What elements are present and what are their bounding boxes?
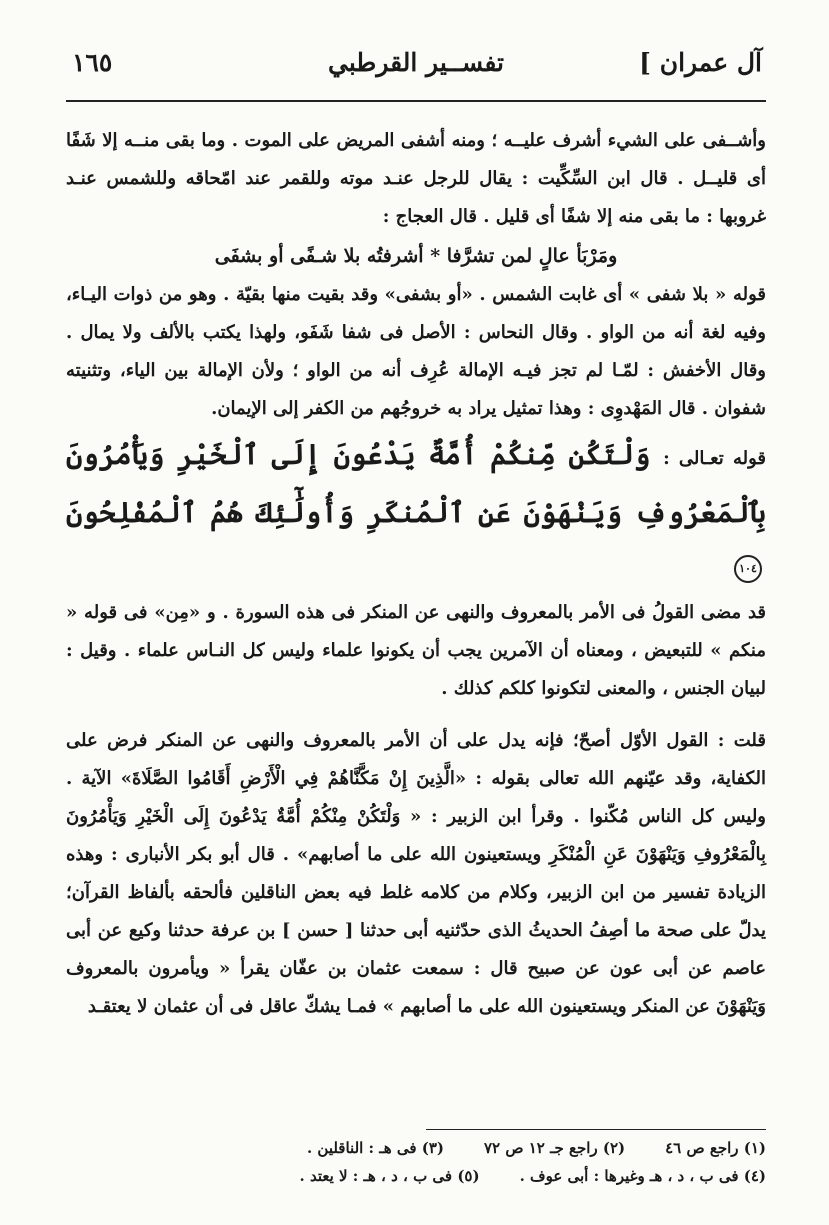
book-page <box>66 40 766 1190</box>
page-header <box>66 40 766 102</box>
paragraph-2: قوله « بلا شفى » أى غابت الشمس . «أو بشفى» وقد بقيت منها بقيّة . وهو من ذوات اليـاء، وفيه لغة أنه من الواو . وقال النحاس : الأصل فى شفا شَفَو، ولهذا يكتب بالألف ولا يمال . وقال الأخفش : لمّـا لم تجز فيـه الإمالة عُرِف أنه من الواو ؛ ولأن الإمالة بين الياء، وتثنيته شفوان . قال المَهْدوِى : وهذا تمثيل يراد به خروجُهم من الكفر إلى الإيمان. <box>66 284 766 419</box>
footnote-2: (٢) راجع جـ ١٢ ص ٧٢ <box>484 1139 626 1157</box>
quran-text: وَلْتَكُن مِّنكُمْ أُمَّةٌ يَدْعُونَ إِلَى ٱلْخَيْرِ وَيَأْمُرُونَ بِٱلْمَعْرُوفِ وَيَنْهَوْنَ عَنِ ٱلْمُنكَرِ وَأُولَٰٓئِكَ هُمُ ٱلْمُفْلِحُونَ <box>66 438 766 529</box>
quran-lead: قوله تعـالى : <box>663 448 766 469</box>
footnote-3: (٣) فى هـ : الناقلين . <box>306 1139 444 1157</box>
footnote-row-1 <box>66 1134 766 1162</box>
ayah-number-mark: ١٠٤ <box>734 555 762 583</box>
paragraph-4: قلت : القول الأوّل أصحّ؛ فإنه يدل على أن الأمر بالمعروف والنهى عن المنكر فرض على الكفاية، وقد عيّنهم الله تعالى بقوله : «الَّذِينَ إِنْ مَكَّنَّاهُمْ فِي الْأَرْضِ أَقَامُوا الصَّلَاةَ» الآية . وليس كل الناس مُكّنوا . وقرأ ابن الزبير : « وَلْتَكُنْ مِنْكُمْ أُمَّةٌ يَدْعُونَ إِلَى الْخَيْرِ وَيَأْمُرُونَ بِالْمَعْرُوفِ وَيَنْهَوْنَ عَنِ الْمُنْكَرِ ويستعينون الله على ما أصابهم» . قال أبو بكر الأنبارى : وهذه الزيادة تفسير من ابن الزبير، وكلام من كلامه غلط فيه بعض الناقلين فألحقه بألفاظ القرآن؛ يدلّ على صحة ما أصِفُ الحديثُ الذى حدّثنيه أبى حدثنا [ حسن ] بن عرفة حدثنا وكيع عن أبى عاصم عن أبى عون عن صبيح قال : سمعت عثمان بن عفّان يقرأ « ويأمرون بالمعروف وَيَنْهَوْنَ عن المنكر ويستعينون الله على ما أصابهم » فمـا يشكّ عاقل فى أن عثمان لا يعتقـد <box>66 730 767 1017</box>
paragraph-1: وأشــفى على الشيء أشرف عليــه ؛ ومنه أشفى المريض على الموت . وما بقى منــه إلا شَفًا أى قليــل . قال ابن السِّكِّيت : يقال للرجل عنـد موته وللقمر عند امّحاقه وللشمس عنـد غروبها : ما بقى منه إلا شفًا أى قليل . قال العجاج : <box>66 130 766 227</box>
footnote-1: (١) راجع ص ٤٦ <box>665 1139 766 1157</box>
footnote-5: (٥) فى ب ، د ، هـ : لا يعتد . <box>299 1167 480 1185</box>
page-body <box>66 122 766 1026</box>
poem-verse: ومَرْبَأ عالٍ لمن تشرَّفا * أشرفتُه بلا شـفًى أو بشفَى <box>214 245 618 267</box>
quran-verse <box>66 428 766 594</box>
paragraph-3: قد مضى القولُ فى الأمر بالمعروف والنهى عن المنكر فى هذه السورة . و «مِن» فى قوله « منكم » للتبعيض ، ومعناه أن الآمرين يجب أن يكونوا علماء وليس كل النـاس علماء . وقيل : لبيان الجنس ، والمعنى لتكونوا كلكم كذلك . <box>66 602 766 699</box>
surah-name: آل عمران ] <box>639 48 762 77</box>
footnote-row-2 <box>66 1162 766 1190</box>
book-title: تفســير القرطبي <box>328 48 504 77</box>
page-number: ١٦٥ <box>72 48 113 77</box>
spacer <box>66 708 766 722</box>
footnote-4: (٤) فى ب ، د ، هـ وغيرها : أبى عوف . <box>519 1167 766 1185</box>
footnote-rule <box>426 1129 766 1130</box>
footnotes <box>66 1129 766 1190</box>
